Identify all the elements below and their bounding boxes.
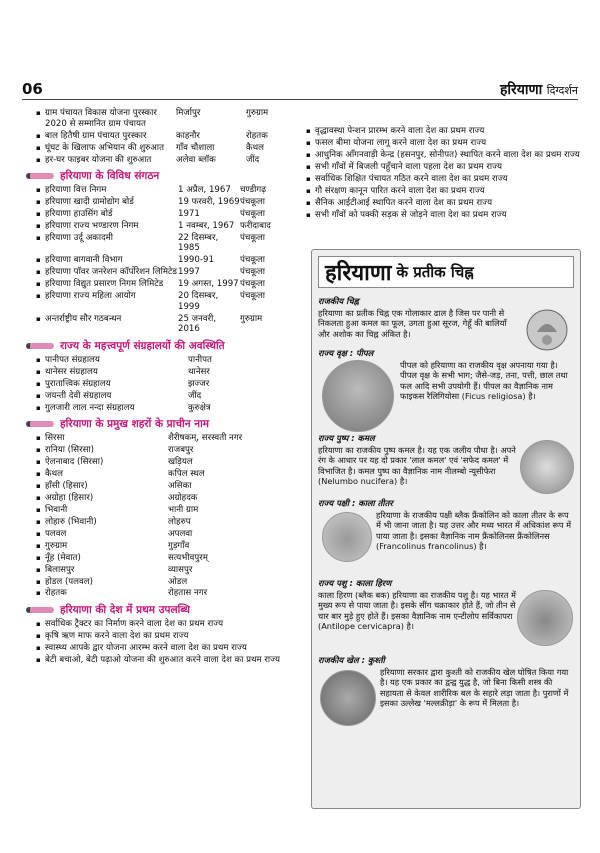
bullet-icon: ▪ bbox=[36, 233, 41, 242]
city-row bbox=[36, 445, 298, 456]
cell-c1: हरियाणा वित्त निगम bbox=[45, 184, 107, 195]
bullet-icon: ▪ bbox=[36, 292, 41, 301]
flower-block bbox=[318, 433, 518, 486]
left-column bbox=[36, 108, 298, 667]
bullet-icon: ▪ bbox=[36, 577, 41, 586]
header-title: हरियाणा bbox=[499, 82, 543, 98]
cell-c1: लोहारु (भिवानी) bbox=[45, 516, 97, 527]
symbols-title-big: हरियाणा bbox=[325, 261, 392, 286]
cell-c1: हरियाणा उर्दू अकादमी bbox=[45, 232, 114, 243]
city-row bbox=[36, 553, 298, 564]
cell-c2: असिका bbox=[168, 480, 192, 491]
cell-c1: हरियाणा राज्य भण्डारण निगम bbox=[45, 220, 139, 231]
city-row bbox=[36, 481, 298, 492]
cell-c1: सर्वाधिक शिक्षित पंचायत गठित करने वाला देश का प्रथम राज्य bbox=[315, 173, 508, 184]
org-row bbox=[36, 291, 298, 312]
cell-c2: 1 नवम्बर, 1967 bbox=[178, 220, 235, 231]
cell-c1: हरियाणा हाउसिंग बोर्ड bbox=[45, 208, 113, 219]
award-row bbox=[36, 155, 298, 166]
cell-c1: रोहतक bbox=[45, 588, 67, 599]
bullet-icon: ▪ bbox=[36, 355, 41, 364]
cell-c2: व्यासपुर bbox=[168, 564, 193, 575]
cell-c2: गुड़गाँव bbox=[168, 540, 190, 551]
cell-c2: 19 अगस्त, 1997 bbox=[178, 279, 239, 290]
first-item bbox=[36, 631, 298, 642]
cell-c2: 1 अप्रैल, 1967 bbox=[178, 184, 231, 195]
org-row bbox=[36, 233, 298, 254]
right-column bbox=[306, 126, 586, 222]
bullet-icon: ▪ bbox=[306, 174, 311, 183]
symbols-title-small: के प्रतीक चिह्न bbox=[396, 263, 474, 281]
bullet-icon: ▪ bbox=[306, 138, 311, 147]
cell-c1: भिवानी bbox=[45, 504, 68, 515]
first-item bbox=[306, 198, 586, 209]
bullet-icon: ▪ bbox=[306, 150, 311, 159]
cell-c1: बिलासपुर bbox=[45, 564, 75, 575]
bullet-icon: ▪ bbox=[36, 433, 41, 442]
cell-c1: हरियाणा विद्युत प्रसारण निगम लिमिटेड bbox=[45, 279, 164, 290]
header-rule bbox=[22, 99, 578, 100]
first-item bbox=[306, 210, 586, 221]
org-row bbox=[36, 279, 298, 290]
cell-c1: नूँह (मेवात) bbox=[45, 552, 81, 563]
bullet-icon: ▪ bbox=[36, 553, 41, 562]
section-heading-text: हरियाणा के विविध संगठन bbox=[60, 170, 160, 183]
bullet-icon: ▪ bbox=[36, 109, 41, 117]
cell-c1: सर्वाधिक ट्रैक्टर का निर्माण करने वाला देश का प्रथम राज्य bbox=[45, 618, 224, 629]
bullet-icon: ▪ bbox=[36, 197, 41, 206]
city-row bbox=[36, 517, 298, 528]
cell-c1: जयन्ती देवी संग्रहालय bbox=[45, 390, 112, 401]
section-heading-museums bbox=[26, 341, 298, 352]
cell-c2: कपिल स्थल bbox=[168, 468, 205, 479]
city-row bbox=[36, 565, 298, 576]
orgs-list bbox=[36, 185, 298, 335]
bird-text: हरियाणा के राजकीय पक्षी ब्लैक फ्रैंकोलिन को काला तीतर के रूप में भी जाना जाता है। यह उत्तर और मध्य भारत में अधिकांश रूप में पाया जाता है। इसका वैज्ञानिक नाम फ्रैंकोलिनस फ्रैंकोलिनस (Francolinus francolinus) है। bbox=[376, 510, 572, 551]
section-heading-firsts bbox=[26, 605, 298, 616]
cell-c1: हरियाणा खादी ग्रामोद्योग बोर्ड bbox=[45, 196, 134, 207]
symbols-title bbox=[318, 256, 574, 288]
cell-c2: भानी ग्राम bbox=[168, 504, 199, 515]
bird-heading: राज्य पक्षी : काला तीतर bbox=[318, 498, 393, 508]
cell-c1: स्वास्थ्य आपके द्वार योजना आरम्भ करने वाला देश का प्रथम राज्य bbox=[45, 642, 247, 653]
first-item bbox=[306, 150, 586, 161]
museum-row bbox=[36, 367, 298, 378]
bullet-icon: ▪ bbox=[36, 221, 41, 230]
pen-icon bbox=[26, 173, 54, 179]
cell-c1: बेटी बचाओ, बेटी पढ़ाओ योजना की शुरुआत करने वाला देश का प्रथम राज्य bbox=[45, 654, 280, 665]
bullet-icon: ▪ bbox=[36, 457, 41, 466]
bullet-icon: ▪ bbox=[36, 185, 41, 194]
first-item bbox=[306, 138, 586, 149]
museum-row bbox=[36, 403, 298, 414]
bullet-icon: ▪ bbox=[36, 505, 41, 514]
cell-c2: कुरुक्षेत्र bbox=[188, 402, 211, 413]
city-row bbox=[36, 433, 298, 444]
cell-c3: पंचकूला bbox=[240, 208, 265, 219]
animal-text: काला हिरण (ब्लैक बक) हरियाणा का राजकीय पशु है। यह भारत में मुख्य रूप से पाया जाता है। इसके सींग चक्राकार होते हैं, जो तीन से चार बार मुड़े हुए होते हैं। इसका वैज्ञानिक नाम एन्टीलोप सर्विकापरा (Antilope cervicapra) है। bbox=[318, 590, 516, 631]
cell-c1: हर-घर फाइबर योजना की शुरुआत bbox=[45, 154, 152, 165]
cell-c2: लोहरुप bbox=[168, 516, 191, 527]
tree-heading: राज्य वृक्ष : पीपल bbox=[318, 348, 374, 358]
first-item bbox=[306, 126, 586, 137]
sport-text: हरियाणा सरकार द्वारा कुश्ती को राजकीय खेल घोषित किया गया है। यह एक प्रकार का द्वन्द्व युद्ध है, जो बिना किसी शस्त्र की सहायता से केवल शारीरिक बल के सहारे लड़ा जाता है। पुराणों में इसका उल्लेख 'मल्लक्रीड़ा' के रूप में मिलता है। bbox=[380, 667, 569, 708]
bullet-icon: ▪ bbox=[36, 493, 41, 502]
city-row bbox=[36, 469, 298, 480]
org-row bbox=[36, 314, 298, 335]
bullet-icon: ▪ bbox=[36, 143, 41, 152]
flower-heading: राज्य पुष्प : कमल bbox=[318, 433, 375, 443]
emblem-heading: राजकीय चिह्न bbox=[318, 296, 359, 306]
bullet-icon: ▪ bbox=[36, 280, 41, 289]
cell-c2: 1971 bbox=[178, 208, 200, 219]
black-francolin-image bbox=[322, 512, 372, 562]
section-heading-orgs bbox=[26, 171, 298, 182]
bullet-icon: ▪ bbox=[36, 469, 41, 478]
emblem-block bbox=[318, 296, 518, 339]
cell-c2: रोहतास नगर bbox=[168, 588, 208, 599]
bullet-icon: ▪ bbox=[36, 155, 41, 164]
flower-text: हरियाणा का राजकीय पुष्प कमल है। यह एक जलीय पौधा है। अपने रंग के आधार पर यह दो प्रकार 'लाल कमल' एवं 'सफेद कमल' में विभाजित है। कमल पुष्प का वैज्ञानिक नाम नीलम्बो न्यूसीफेरा (Nelumbo nucifera) है। bbox=[318, 445, 516, 486]
cell-c3: पंचकूला bbox=[240, 232, 265, 243]
first-item bbox=[306, 186, 586, 197]
org-row bbox=[36, 221, 298, 232]
tree-text: पीपल को हरियाणा का राजकीय वृक्ष अपनाया गया है। पीपल वृक्ष के सभी भाग; जैसे-जड़, तना, पत्ती, छाल तथा फल आदि सभी उपयोगी हैं। पीपल का वैज्ञानिक नाम फाइकस रैलिगियोसा (Ficus religiosa) है। bbox=[400, 360, 568, 401]
first-item bbox=[36, 619, 298, 630]
first-item bbox=[36, 655, 298, 666]
cell-c1: हाँसी (हिसार) bbox=[45, 480, 88, 491]
sport-heading: राजकीय खेल : कुश्ती bbox=[318, 655, 385, 665]
bullet-icon: ▪ bbox=[36, 379, 41, 388]
cell-c2: पानीपत bbox=[188, 354, 212, 365]
cell-c1: सैनिक आईटीआई स्थापित करने वाला देश का प्रथम राज्य bbox=[315, 197, 493, 208]
cell-c1: घूंघट के खिलाफ अभियान की शुरुआत bbox=[45, 142, 164, 153]
cell-c1: पुरातात्त्विक संग्रहालय bbox=[45, 378, 111, 389]
cell-c2: अलेवा ब्लॉक bbox=[176, 154, 216, 165]
bullet-icon: ▪ bbox=[36, 655, 41, 664]
cell-c1: सभी गाँवों में बिजली पहुँचाने वाला पहला देश का प्रथम राज्य bbox=[315, 161, 503, 172]
org-row bbox=[36, 267, 298, 278]
bullet-icon: ▪ bbox=[36, 268, 41, 277]
cell-c1: फसल बीमा योजना लागू करने वाला देश का प्रथम राज्य bbox=[315, 137, 487, 148]
cell-c2: गाँव चौशाला bbox=[176, 142, 215, 153]
bullet-icon: ▪ bbox=[36, 517, 41, 526]
section-heading-text: हरियाणा की देश में प्रथम उपलब्धि bbox=[60, 604, 191, 617]
cell-c2: जींद bbox=[188, 390, 202, 401]
cell-c3: पंचकूला bbox=[240, 291, 265, 302]
cell-c2: सत्यभीवपुरम् bbox=[168, 552, 208, 563]
page-number: 06 bbox=[22, 80, 43, 98]
award-row bbox=[36, 108, 298, 129]
cell-c3: गुरुग्राम bbox=[246, 108, 269, 118]
awards-list bbox=[36, 108, 298, 165]
page-header bbox=[500, 80, 578, 99]
wrestling-image bbox=[320, 670, 376, 726]
museum-row bbox=[36, 355, 298, 366]
section-heading-cities bbox=[26, 419, 298, 430]
cell-c1: आधुनिक ऑंगनवाड़ी केन्द्र (हसनपुर, सोनीपत) स्थापित करने वाला देश का प्रथम राज्य bbox=[315, 149, 580, 160]
bullet-icon: ▪ bbox=[36, 565, 41, 574]
bullet-icon: ▪ bbox=[36, 589, 41, 598]
city-row bbox=[36, 577, 298, 588]
bullet-icon: ▪ bbox=[36, 209, 41, 218]
cell-c3: गुरुग्राम bbox=[240, 313, 263, 324]
bullet-icon: ▪ bbox=[306, 127, 311, 135]
bullet-icon: ▪ bbox=[36, 391, 41, 400]
cell-c2: अग्रोहदक bbox=[168, 492, 198, 503]
cell-c2: 1997 bbox=[178, 267, 200, 278]
cell-c1: कैथल bbox=[45, 468, 63, 479]
firsts-left-list bbox=[36, 619, 298, 666]
symbols-box bbox=[311, 249, 581, 809]
cell-c1: कृषि ऋण माफ करने वाला देश का प्रथम राज्य bbox=[45, 630, 189, 641]
cell-c1: रानिया (सिरसा) bbox=[45, 444, 94, 455]
city-row bbox=[36, 529, 298, 540]
cell-c1: थानेसर संग्रहालय bbox=[45, 366, 98, 377]
cell-c2: ओडल bbox=[168, 576, 188, 587]
cell-c2: 19 फरवरी, 1969 bbox=[178, 196, 240, 207]
first-item bbox=[306, 174, 586, 185]
section-heading-text: राज्य के महत्त्वपूर्ण संग्रहालयों की अवस्थिति bbox=[60, 339, 225, 352]
blackbuck-image bbox=[517, 590, 573, 646]
cell-c1: ऐलनाबाद (सिरसा) bbox=[45, 456, 104, 467]
museums-list bbox=[36, 355, 298, 414]
cell-c1: गुलजारी लाल नन्दा संग्रहालय bbox=[45, 402, 135, 413]
bullet-icon: ▪ bbox=[306, 186, 311, 195]
first-item bbox=[306, 162, 586, 173]
cell-c3: पंचकूला bbox=[240, 196, 265, 207]
bullet-icon: ▪ bbox=[36, 403, 41, 412]
city-row bbox=[36, 493, 298, 504]
peepal-tree-image bbox=[322, 360, 394, 432]
first-item bbox=[36, 643, 298, 654]
cell-c1: अन्तर्राष्ट्रीय सौर गठबन्धन bbox=[45, 313, 122, 324]
cell-c1: पलवल bbox=[45, 528, 67, 539]
bullet-icon: ▪ bbox=[36, 541, 41, 550]
cell-c2: 1990-91 bbox=[178, 255, 214, 266]
cell-c1: हरियाणा बागवानी विभाग bbox=[45, 255, 123, 266]
bullet-icon: ▪ bbox=[36, 481, 41, 490]
cell-c1: गौ संरक्षण कानून पारित करने वाला देश का प्रथम राज्य bbox=[315, 185, 485, 196]
animal-block bbox=[318, 578, 518, 631]
bullet-icon: ▪ bbox=[36, 367, 41, 376]
city-row bbox=[36, 505, 298, 516]
pen-icon bbox=[26, 343, 54, 349]
header-subtitle: दिग्दर्शन bbox=[546, 84, 578, 97]
cell-c1: सिरसा bbox=[45, 432, 65, 443]
bullet-icon: ▪ bbox=[306, 210, 311, 219]
cell-c1: हरियाणा पॉवर जनरेशन कॉर्पोरेशन लिमिटेड bbox=[45, 267, 177, 278]
cell-c1: वृद्धावस्था पेन्शन प्रारम्भ करने वाला देश का प्रथम राज्य bbox=[315, 126, 485, 136]
city-row bbox=[36, 588, 298, 599]
org-row bbox=[36, 197, 298, 208]
cell-c1: हरियाणा राज्य महिला आयोग bbox=[45, 291, 136, 302]
museum-row bbox=[36, 391, 298, 402]
emblem-text: हरियाणा का प्रतीक चिह्न एक गोलाकार ढाल है जिस पर पानी से निकलता हुआ कमल का फूल, उगता हुआ सूरज, गेहूँ की बालियाँ और अशोक का चिह्न अंकित है। bbox=[318, 308, 507, 339]
award-row bbox=[36, 143, 298, 154]
cell-c3: रोहतक bbox=[246, 130, 268, 141]
bullet-icon: ▪ bbox=[36, 131, 41, 140]
cell-c1: सभी गाँवों को पक्की सड़क से जोड़ने वाला देश का प्रथम राज्य bbox=[315, 209, 507, 220]
bullet-icon: ▪ bbox=[36, 256, 41, 265]
cell-c1: ग्राम पंचायत विकास योजना पुरस्कार 2020 से सम्मानित ग्राम पंचायत bbox=[45, 108, 157, 129]
cell-c2: 25 जनवरी, 2016 bbox=[178, 313, 217, 335]
cell-c2: शैरीषकम्, सरस्वती नगर bbox=[168, 432, 243, 443]
bullet-icon: ▪ bbox=[36, 643, 41, 652]
cell-c2: 20 दिसम्बर, 1999 bbox=[178, 291, 219, 312]
cell-c1: होडल (पलवल) bbox=[45, 576, 93, 587]
lotus-image bbox=[520, 440, 574, 494]
cell-c2: मिर्जापुर bbox=[176, 108, 201, 118]
bullet-icon: ▪ bbox=[306, 162, 311, 171]
city-row bbox=[36, 457, 298, 468]
cell-c1: पानीपत संग्रहालय bbox=[45, 354, 100, 365]
cell-c2: काहनौर bbox=[176, 130, 200, 141]
cell-c1: अग्रोहा (हिसार) bbox=[45, 492, 94, 503]
cell-c2: राजबपुर bbox=[168, 444, 194, 455]
bullet-icon: ▪ bbox=[36, 529, 41, 538]
org-row bbox=[36, 185, 298, 196]
pen-icon bbox=[26, 607, 54, 613]
cell-c3: फरीदाबाद bbox=[240, 220, 271, 231]
bullet-icon: ▪ bbox=[36, 314, 41, 323]
cell-c3: पंचकूला bbox=[240, 279, 265, 290]
cell-c1: बाल हितैषी ग्राम पंचायत पुरस्कार bbox=[45, 130, 147, 141]
section-heading-text: हरियाणा के प्रमुख शहरों के प्राचीन नाम bbox=[60, 418, 210, 431]
animal-heading: राज्य पशु : काला हिरण bbox=[318, 578, 392, 588]
cell-c2: थानेसर bbox=[188, 366, 210, 377]
cell-c3: जींद bbox=[246, 154, 260, 165]
museum-row bbox=[36, 379, 298, 390]
bullet-icon: ▪ bbox=[36, 445, 41, 454]
firsts-right-list bbox=[306, 126, 586, 220]
cell-c3: कैथल bbox=[246, 142, 264, 153]
pen-icon bbox=[26, 421, 54, 427]
bullet-icon: ▪ bbox=[36, 631, 41, 640]
cell-c3: चण्डीगढ़ bbox=[240, 184, 267, 195]
city-row bbox=[36, 541, 298, 552]
cities-list bbox=[36, 433, 298, 599]
cell-c3: पंचकूला bbox=[240, 267, 265, 278]
award-row bbox=[36, 131, 298, 142]
cell-c3: पंचकूला bbox=[240, 255, 265, 266]
bullet-icon: ▪ bbox=[306, 198, 311, 207]
org-row bbox=[36, 209, 298, 220]
cell-c1: गुरुग्राम bbox=[45, 540, 68, 551]
cell-c2: झज्जर bbox=[188, 378, 210, 389]
cell-c2: खड़ियल bbox=[168, 456, 193, 467]
bullet-icon: ▪ bbox=[36, 619, 41, 628]
cell-c2: 22 दिसम्बर, 1985 bbox=[178, 232, 219, 254]
cell-c2: अपलवा bbox=[168, 528, 193, 539]
org-row bbox=[36, 255, 298, 266]
